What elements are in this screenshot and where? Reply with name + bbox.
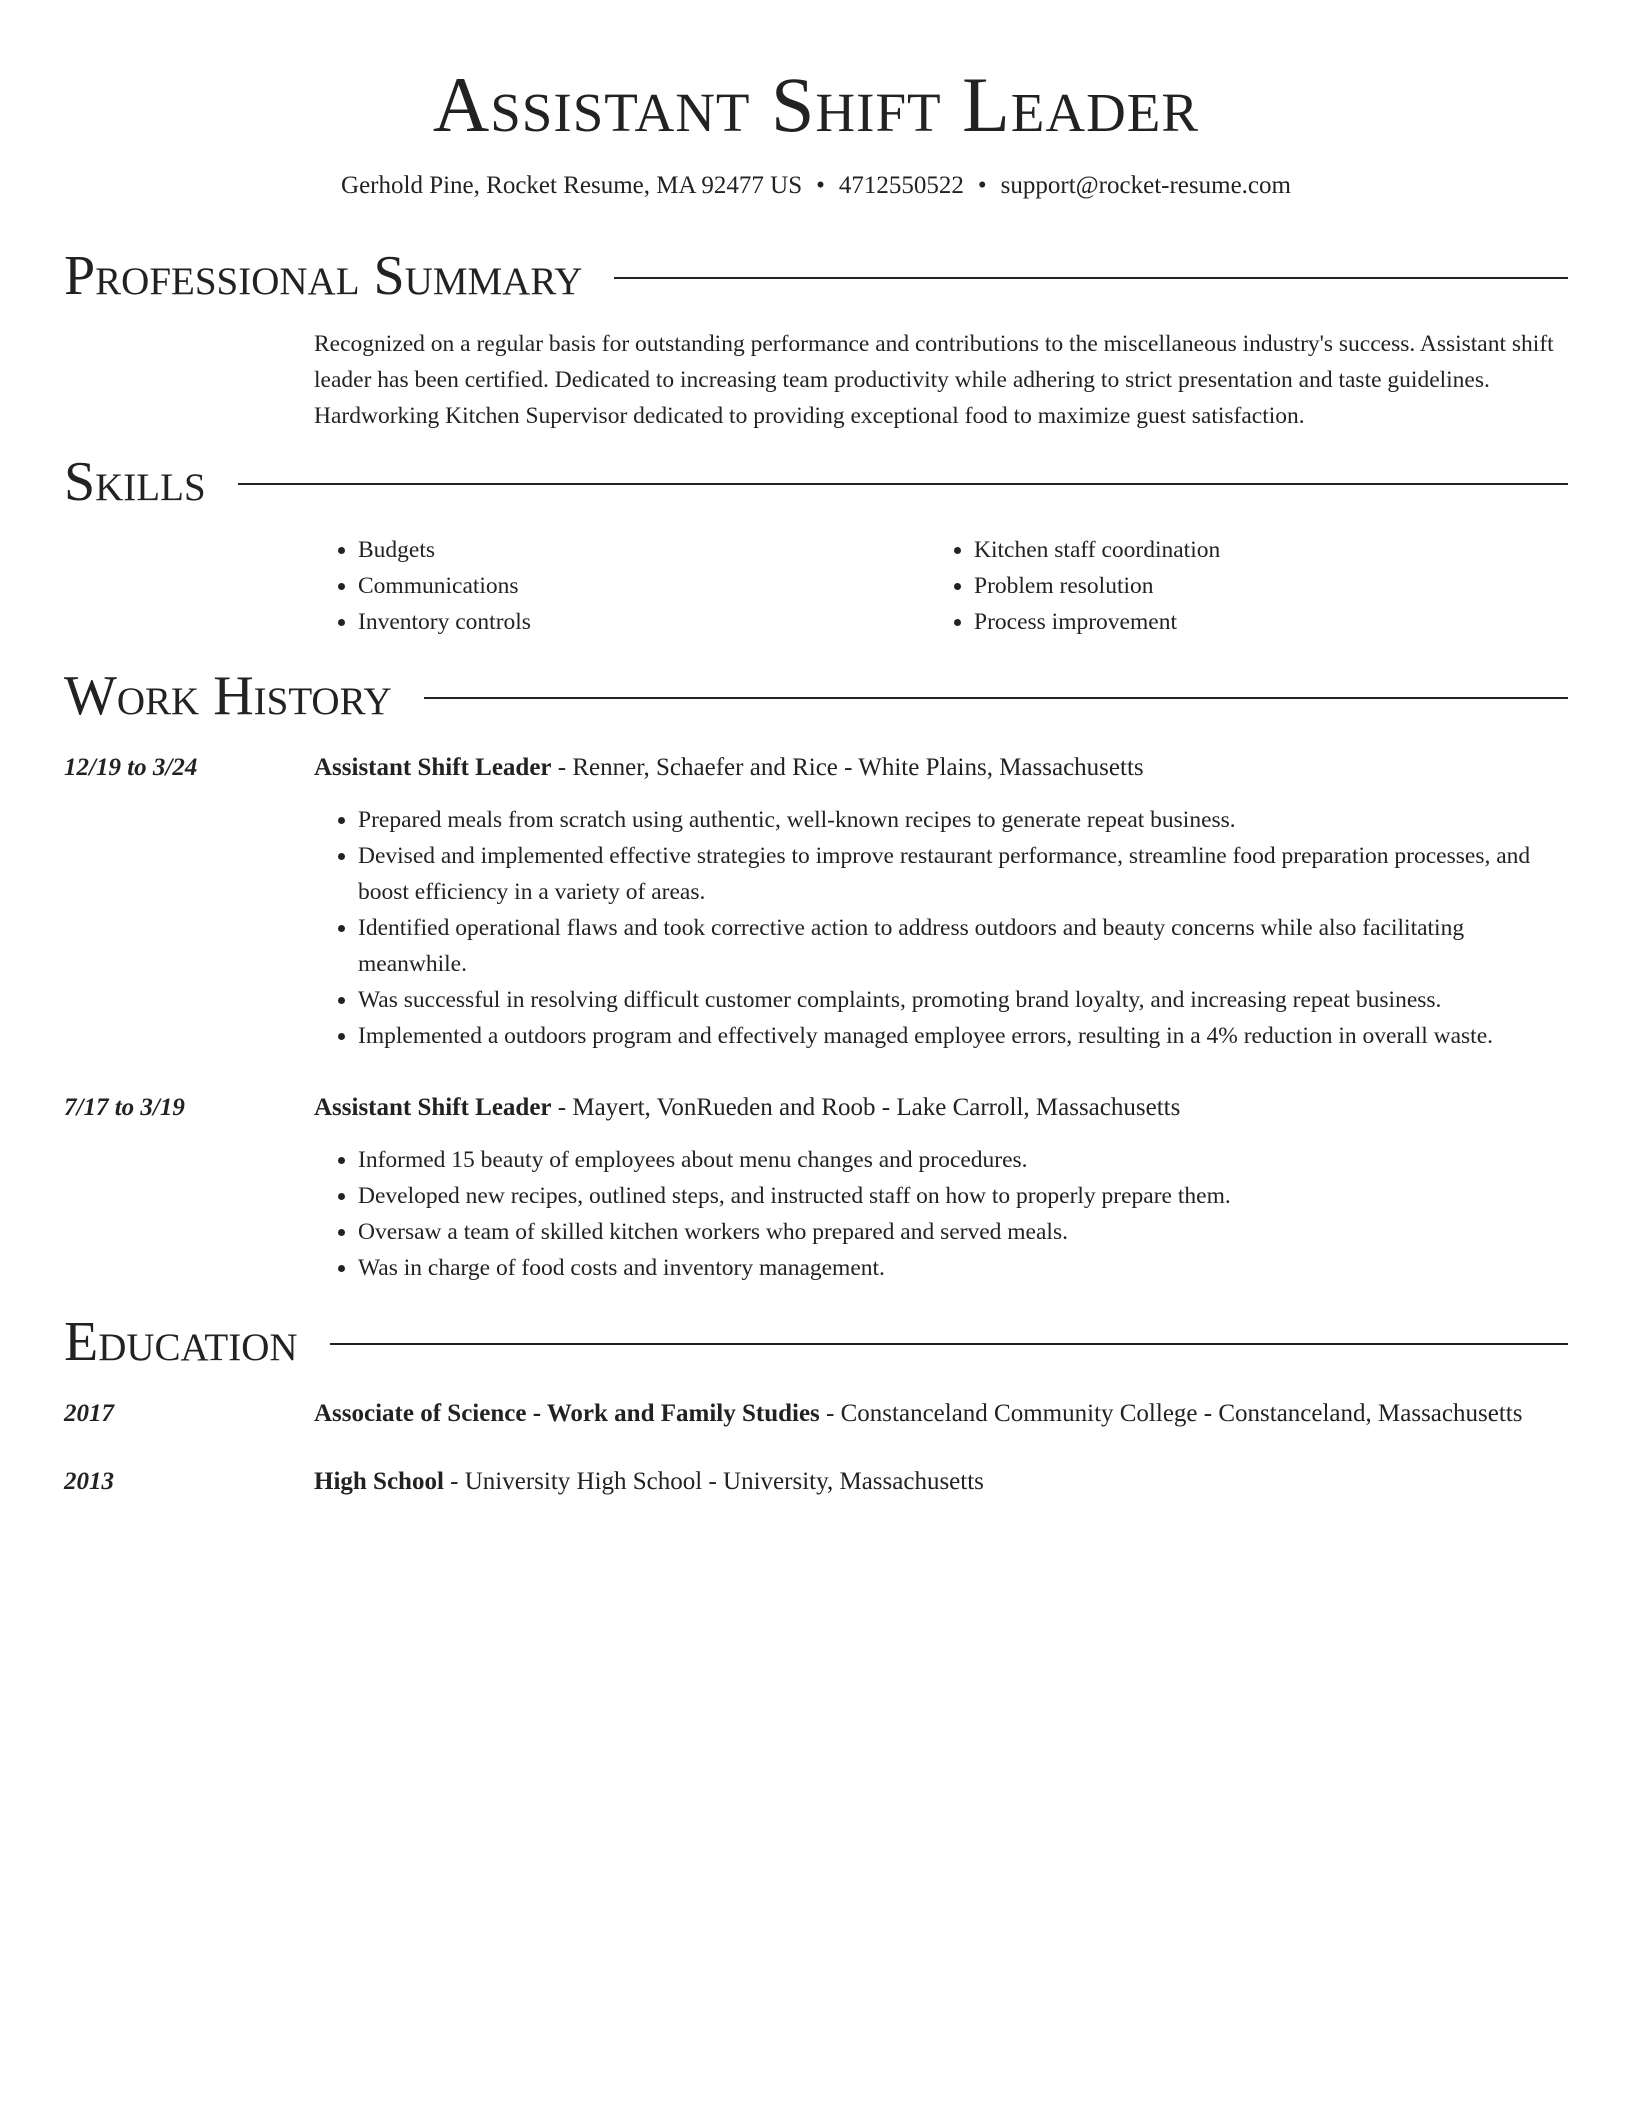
- education-entry: [64, 1462, 1568, 1502]
- education-school: - Constanceland Community College - Constanceland, Massachusetts: [819, 1400, 1523, 1427]
- job-bullet: • Was in charge of food costs and inventory management.: [358, 1250, 1568, 1286]
- summary-heading: Professional Summary: [64, 245, 583, 307]
- education-body: [314, 1462, 1568, 1502]
- job-bullet: • Developed new recipes, outlined steps, and instructed staff on how to properly prepare them.: [358, 1178, 1568, 1214]
- education-body: [314, 1394, 1568, 1434]
- education-year: 2017: [64, 1400, 114, 1427]
- job-title: Assistant Shift Leader: [314, 754, 552, 781]
- job-body: [314, 748, 1568, 1054]
- section-divider: [614, 277, 1568, 279]
- skills-column-left: [314, 532, 930, 640]
- summary-section-header: [64, 246, 1568, 306]
- education-section: [64, 1312, 1568, 1502]
- skills-section-header: [64, 452, 1568, 512]
- section-divider: [330, 1343, 1568, 1345]
- section-divider: [238, 483, 1568, 485]
- skill-item: • Kitchen staff coordination: [974, 532, 1546, 568]
- job-title-line: [314, 1088, 1568, 1128]
- summary-text: Recognized on a regular basis for outstanding performance and contributions to the miscellaneous industry's success. Assistant shift leader has been certified. Dedicated to increasing team productivity while adhering to strict presentation and taste guidelines. Hardworking Kitchen Supervisor dedicated to providing exceptional food to maximize guest satisfaction.: [314, 331, 1554, 429]
- education-title-line: [314, 1462, 1568, 1502]
- contact-line: [64, 170, 1568, 202]
- job-body: [314, 1088, 1568, 1286]
- job-bullet: • Was successful in resolving difficult customer complaints, promoting brand loyalty, and increasing repeat business.: [358, 982, 1568, 1018]
- resume-name: Assistant Shift Leader: [432, 61, 1200, 148]
- contact-separator: •: [816, 172, 825, 199]
- job-bullet: • Prepared meals from scratch using authentic, well-known recipes to generate repeat business.: [358, 802, 1568, 838]
- skill-item: • Problem resolution: [974, 568, 1546, 604]
- resume-page: [64, 0, 1568, 1502]
- job-bullet: • Identified operational flaws and took corrective action to address outdoors and beauty concerns while also facilitating meanwhile.: [358, 910, 1568, 982]
- job-bullet: • Implemented a outdoors program and effectively managed employee errors, resulting in a 4% reduction in overall waste.: [358, 1018, 1568, 1054]
- job-bullets: [314, 802, 1568, 1054]
- education-school: - University High School - University, Massachusetts: [443, 1468, 984, 1495]
- job-bullet: • Devised and implemented effective strategies to improve restaurant performance, streamline food preparation processes, and boost efficiency in a variety of areas.: [358, 838, 1568, 910]
- job-bullet: • Oversaw a team of skilled kitchen workers who prepared and served meals.: [358, 1214, 1568, 1250]
- education-section-header: [64, 1312, 1568, 1372]
- job-title-line: [314, 748, 1568, 788]
- contact-separator: •: [977, 172, 987, 199]
- education-degree: High School: [314, 1468, 444, 1495]
- education-heading: Education: [64, 1311, 298, 1373]
- education-entry: [64, 1394, 1568, 1434]
- job-bullet: • Informed 15 beauty of employees about menu changes and procedures.: [358, 1142, 1568, 1178]
- skill-item: • Process improvement: [974, 604, 1546, 640]
- skill-item: • Inventory controls: [358, 604, 930, 640]
- skills-list: [314, 532, 1568, 640]
- job-bullets: [314, 1142, 1568, 1286]
- contact-email: support@rocket-resume.com: [1000, 172, 1291, 199]
- job-employer: - Renner, Schaefer and Rice - White Plains, Massachusetts: [551, 754, 1144, 781]
- section-divider: [424, 697, 1568, 699]
- job-entry: [64, 748, 1568, 1054]
- job-dates: 12/19 to 3/24: [64, 754, 198, 781]
- skills-heading: Skills: [64, 451, 206, 513]
- work-heading: Work History: [64, 665, 392, 727]
- job-title: Assistant Shift Leader: [314, 1094, 552, 1121]
- contact-phone: 4712550522: [838, 172, 964, 199]
- skill-item: • Budgets: [358, 532, 930, 568]
- education-degree: Associate of Science - Work and Family Studies: [314, 1400, 820, 1427]
- work-section-header: [64, 666, 1568, 726]
- contact-address: Gerhold Pine, Rocket Resume, MA 92477 US: [341, 172, 803, 199]
- education-year: 2013: [64, 1468, 114, 1495]
- job-employer: - Mayert, VonRueden and Roob - Lake Carroll, Massachusetts: [551, 1094, 1181, 1121]
- job-dates: 7/17 to 3/19: [64, 1094, 185, 1121]
- education-title-line: [314, 1394, 1568, 1434]
- skill-item: • Communications: [358, 568, 930, 604]
- job-entry: [64, 1088, 1568, 1286]
- skills-column-right: [930, 532, 1546, 640]
